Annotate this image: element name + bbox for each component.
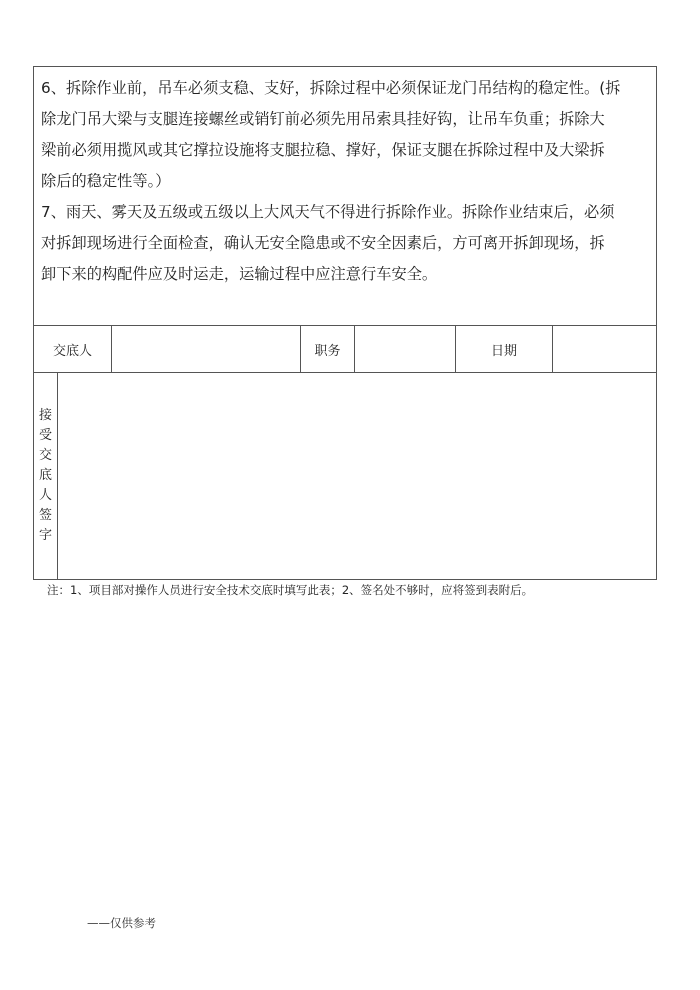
discloser-field[interactable]: [112, 326, 300, 372]
signature-label: 接受交底人签字: [38, 408, 52, 543]
item-6-line-2: 除龙门吊大梁与支腿连接螺丝或销钉前必须先用吊索具挂好钩，让吊车负重；拆除大: [41, 110, 605, 128]
item-6-line-4: 除后的稳定性等。）: [41, 172, 171, 190]
signature-area: [34, 373, 656, 579]
disclosure-form: [33, 66, 657, 580]
item-7-line-1: 7、雨天、雾天及五级或五级以上大风天气不得进行拆除作业。拆除作业结束后，必须: [41, 203, 615, 221]
date-label: 日期: [490, 343, 517, 359]
reference-only-footer: ——仅供参考: [87, 916, 156, 930]
signature-label-cell: [34, 373, 58, 579]
item-6-line-1: 6、拆除作业前，吊车必须支稳、支好，拆除过程中必须保证龙门吊结构的稳定性。(拆: [41, 79, 621, 97]
discloser-label: 交底人: [52, 343, 92, 359]
position-label: 职务: [314, 343, 341, 359]
item-7-line-3: 卸下来的构配件应及时运走，运输过程中应注意行车安全。: [41, 265, 438, 283]
handover-row: [34, 325, 656, 373]
footnote: 注：1、项目部对操作人员进行安全技术交底时填写此表；2、签名处不够时，应将签到表附后。: [47, 583, 534, 597]
item-6-line-3: 梁前必须用揽风或其它撑拉设施将支腿拉稳、撑好，保证支腿在拆除过程中及大梁拆: [41, 141, 605, 159]
date-field[interactable]: [553, 326, 657, 372]
item-7-line-2: 对拆卸现场进行全面检查，确认无安全隐患或不安全因素后，方可离开拆卸现场，拆: [41, 234, 605, 252]
paragraph-item-7: [41, 197, 651, 290]
signature-field[interactable]: [58, 373, 656, 579]
content-section: [34, 67, 656, 324]
paragraph-item-6: [41, 73, 651, 197]
position-field[interactable]: [355, 326, 455, 372]
